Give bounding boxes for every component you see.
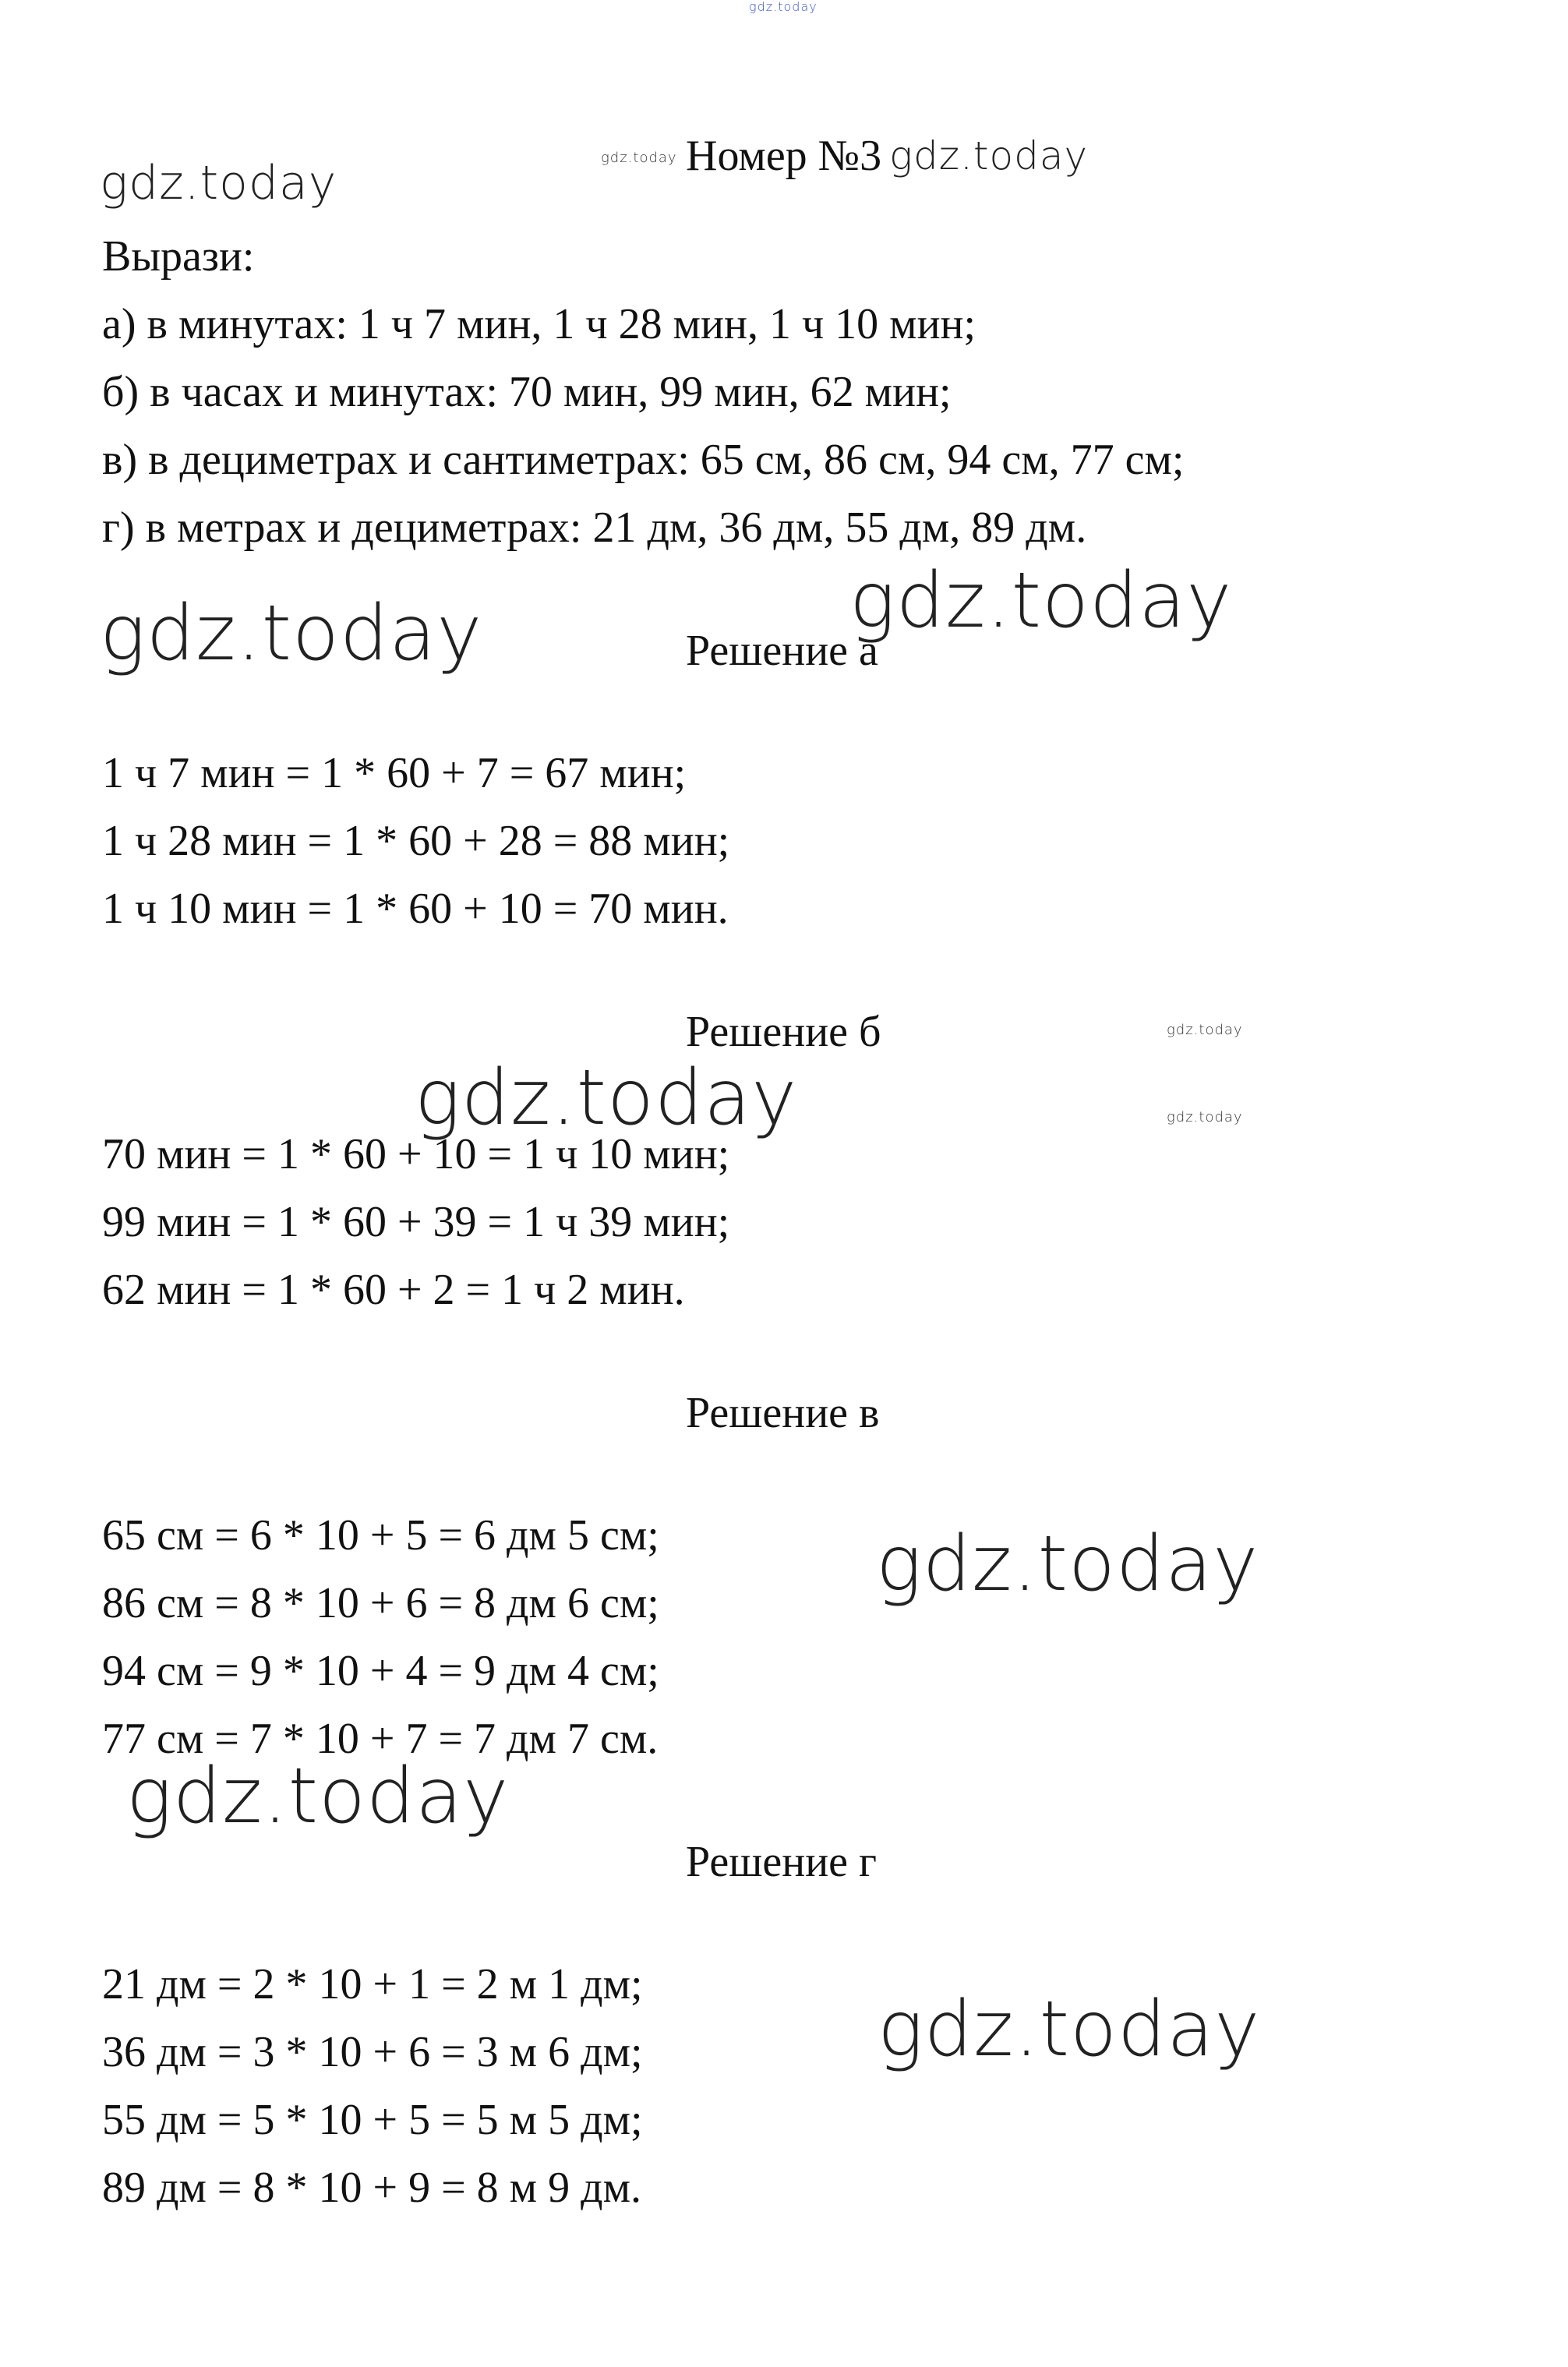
watermark-title-suffix: gdz.today — [889, 133, 1089, 178]
watermark-top: gdz.today — [749, 0, 818, 14]
solution-g-line-4: 89 дм = 8 * 10 + 9 = 8 м 9 дм. — [102, 2164, 642, 2212]
solution-b-line-2: 99 мин = 1 * 60 + 39 = 1 ч 39 мин; — [102, 1198, 730, 1246]
watermark-small-right-1: gdz.today — [1167, 1022, 1243, 1038]
watermark-right-3: gdz.today — [878, 1985, 1261, 2074]
watermark-title-prefix: gdz.today — [601, 150, 677, 166]
page-title: Номер №3 — [686, 132, 882, 180]
watermark-small-right-2: gdz.today — [1167, 1109, 1243, 1125]
task-intro: Вырази: — [102, 232, 255, 281]
task-item-v: в) в дециметрах и сантиметрах: 65 см, 86 см, 94 см, 77 см; — [102, 436, 1185, 484]
watermark-center-1: gdz.today — [415, 1054, 798, 1143]
solution-b-line-3: 62 мин = 1 * 60 + 2 = 1 ч 2 мин. — [102, 1266, 685, 1314]
solution-g-line-3: 55 дм = 5 * 10 + 5 = 5 м 5 дм; — [102, 2096, 643, 2144]
task-item-b: б) в часах и минутах: 70 мин, 99 мин, 62 мин; — [102, 368, 952, 416]
task-item-g: г) в метрах и дециметрах: 21 дм, 36 дм, 55 дм, 89 дм. — [102, 503, 1087, 552]
solution-a-line-1: 1 ч 7 мин = 1 * 60 + 7 = 67 мин; — [102, 749, 687, 797]
watermark-left-2: gdz.today — [126, 1752, 510, 1841]
solution-g-line-2: 36 дм = 3 * 10 + 6 = 3 м 6 дм; — [102, 2028, 643, 2076]
solution-a-heading: Решение а — [686, 627, 878, 675]
watermark-right-1: gdz.today — [849, 556, 1233, 645]
solution-v-line-4: 77 см = 7 * 10 + 7 = 7 дм 7 см. — [102, 1715, 659, 1763]
solution-v-line-2: 86 см = 8 * 10 + 6 = 8 дм 6 см; — [102, 1579, 659, 1627]
task-item-a: а) в минутах: 1 ч 7 мин, 1 ч 28 мин, 1 ч 10 мин; — [102, 300, 976, 348]
solution-g-line-1: 21 дм = 2 * 10 + 1 = 2 м 1 дм; — [102, 1960, 643, 2008]
watermark-left-1: gdz.today — [100, 589, 483, 678]
solution-v-line-1: 65 см = 6 * 10 + 5 = 6 дм 5 см; — [102, 1511, 659, 1560]
watermark-right-2: gdz.today — [876, 1520, 1259, 1609]
solution-b-line-1: 70 мин = 1 * 60 + 10 = 1 ч 10 мин; — [102, 1130, 730, 1178]
solution-v-heading: Решение в — [686, 1389, 880, 1437]
solution-a-line-2: 1 ч 28 мин = 1 * 60 + 28 = 88 мин; — [102, 817, 730, 865]
solution-v-line-3: 94 см = 9 * 10 + 4 = 9 дм 4 см; — [102, 1647, 659, 1695]
watermark-header-left: gdz.today — [100, 156, 337, 210]
solution-b-heading: Решение б — [686, 1008, 881, 1056]
solution-g-heading: Решение г — [686, 1838, 877, 1886]
solution-a-line-3: 1 ч 10 мин = 1 * 60 + 10 = 70 мин. — [102, 885, 729, 933]
